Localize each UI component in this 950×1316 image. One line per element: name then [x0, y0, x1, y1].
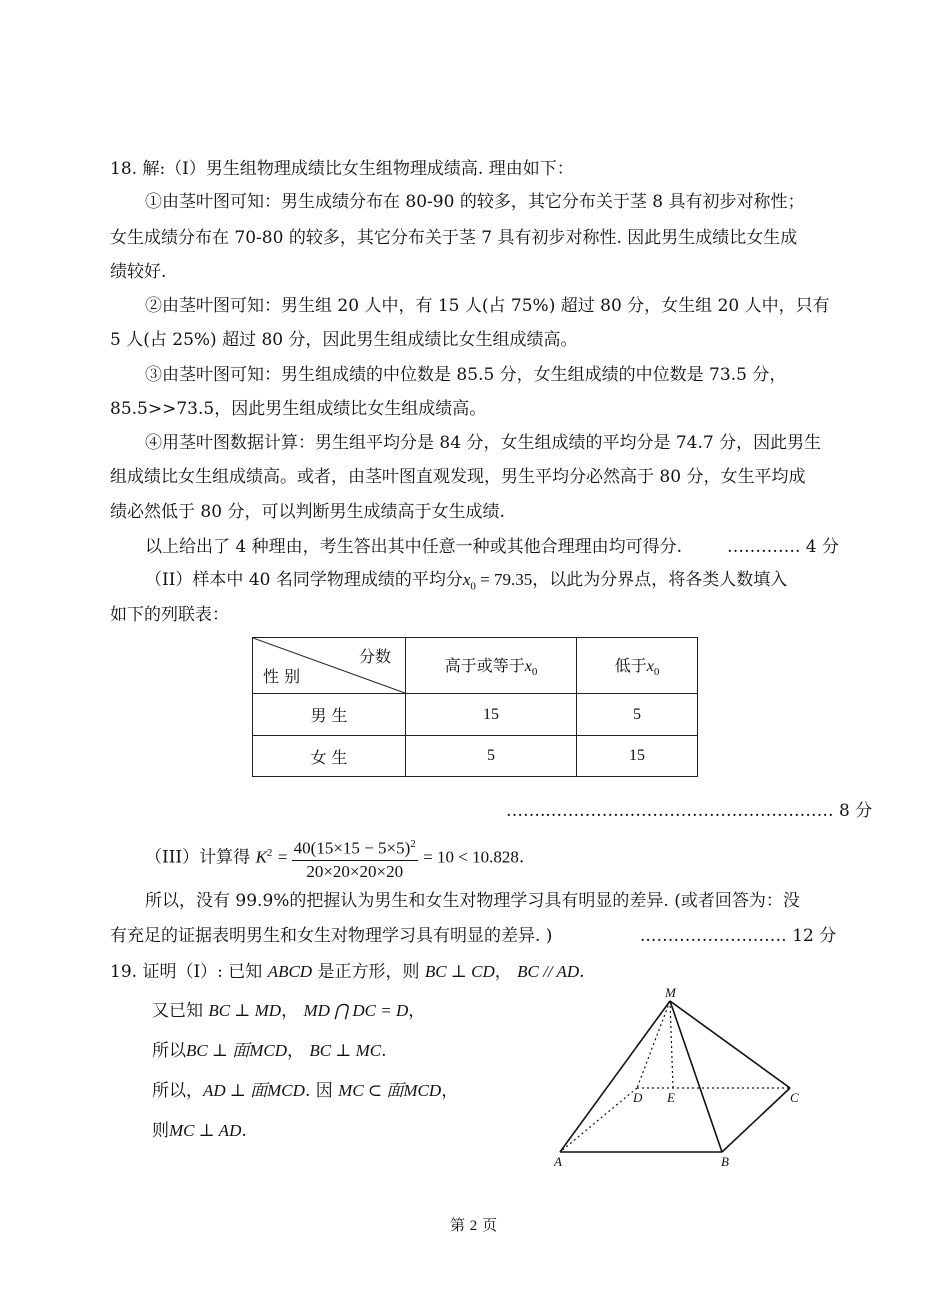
row-label: 女 生 [253, 736, 406, 777]
score-12: ..…………………… 12 分 [640, 926, 837, 946]
edge-BC [722, 1088, 790, 1152]
part3-formula: （III）计算得 $K^2$ = $\frac{40(15\times 15 - 5\times 5)^2}{20\times 20\times 20\times 20}$ = 10 < 10.828. [145, 830, 524, 883]
segment-ME [670, 1001, 673, 1088]
cell-value: 5 [577, 694, 698, 736]
conclusion-line2: 有充足的证据表明男生和女生对物理学习具有明显的差异. ) [110, 926, 553, 946]
conclusion-line1: 所以，没有 99.9%的把握认为男生和女生对物理学习具有明显的差异. (或者回答为：没 [145, 891, 800, 911]
chi-square-fraction: $\frac{40(15\times 15 - 5\times 5)^2}{20\times 20\times 20\times 20}$ [292, 833, 418, 883]
table-row [253, 736, 698, 777]
header-col1: 高于或等于$x_0$ [406, 638, 577, 694]
reason4-line2: 组成绩比女生组成绩高。或者，由茎叶图直观发现，男生平均分必然高于 80 分，女生平均成 [110, 467, 806, 487]
edge-MB [670, 1001, 722, 1152]
q19-line1: 19. 证明（I）: 已知 ABCD 是正方形，则 BC ⊥ CD， BC // AD. [110, 962, 585, 982]
contingency-table [252, 637, 698, 777]
score-8: ……..…………..……………………………… 8 分 [506, 801, 873, 821]
corner-top-label: 分数 [358, 647, 391, 666]
label-E: E [667, 1090, 675, 1105]
edge-DA [560, 1088, 637, 1152]
label-M: M [665, 985, 676, 1000]
q18-title: 18. 解:（I）男生组物理成绩比女生组物理成绩高. 理由如下： [110, 159, 574, 179]
row-label: 男 生 [253, 694, 406, 736]
label-D: D [633, 1090, 643, 1105]
edge-MD [637, 1001, 670, 1088]
label-B: B [721, 1154, 729, 1169]
cell-value: 15 [406, 694, 577, 736]
page-footer: 第 2 页 [450, 1216, 498, 1234]
q19-line3: 所以BC ⊥ 面MCD， BC ⊥ MC. [152, 1041, 387, 1061]
reason3-line2: 85.5>>73.5，因此男生组成绩比女生组成绩高。 [110, 399, 487, 419]
cell-value: 5 [406, 736, 577, 777]
label-C: C [790, 1090, 799, 1105]
summary-text: 以上给出了 4 种理由，考生答出其中任意一种或其他合理理由均可得分. [145, 537, 683, 557]
part2-line2: 如下的列联表： [110, 605, 229, 625]
q19-line5: 则MC ⊥ AD. [152, 1121, 247, 1141]
corner-bottom-label: 性 别 [263, 667, 301, 686]
reason2-line1: ②由茎叶图可知：男生组 20 人中，有 15 人(占 75%) 超过 80 分，女生组 20 人中，只有 [145, 296, 830, 316]
reason3-line1: ③由茎叶图可知：男生组成绩的中位数是 85.5 分，女生组成绩的中位数是 73.5 分， [145, 365, 787, 385]
part2-line1: （II）样本中 40 名同学物理成绩的平均分$x_0 = 79.35$，以此为分界点，将各类人数填入 [145, 570, 788, 593]
header-col2: 低于$x_0$ [577, 638, 698, 694]
table-corner [253, 638, 406, 694]
cell-value: 15 [577, 736, 698, 777]
reason2-line2: 5 人(占 25%) 超过 80 分，因此男生组成绩比女生组成绩高。 [110, 330, 578, 350]
edge-MA [560, 1001, 670, 1152]
score-4: …………. 4 分 [727, 537, 840, 557]
reason1-line2: 女生成绩分布在 70-80 的较多，其它分布关于茎 7 具有初步对称性. 因此男生成绩比女生成 [110, 228, 798, 248]
q19-line4: 所以，AD ⊥ 面MCD. 因 MC ⊂ 面MCD， [152, 1081, 459, 1101]
reason1-line3: 绩较好. [110, 262, 167, 282]
reason4-line1: ④用茎叶图数据计算：男生组平均分是 84 分，女生组成绩的平均分是 74.7 分，因此男生 [145, 433, 822, 453]
reason1-line1: ①由茎叶图可知：男生成绩分布在 80-90 的较多，其它分布关于茎 8 具有初步对称性； [145, 192, 805, 212]
label-A: A [554, 1154, 562, 1169]
q19-line2: 又已知 BC ⊥ MD， MD ⋂ DC = D， [152, 1001, 426, 1021]
reason4-line3: 绩必然低于 80 分，可以判断男生成绩高于女生成绩. [110, 502, 505, 522]
edge-MC [670, 1001, 790, 1088]
table-row [253, 694, 698, 736]
